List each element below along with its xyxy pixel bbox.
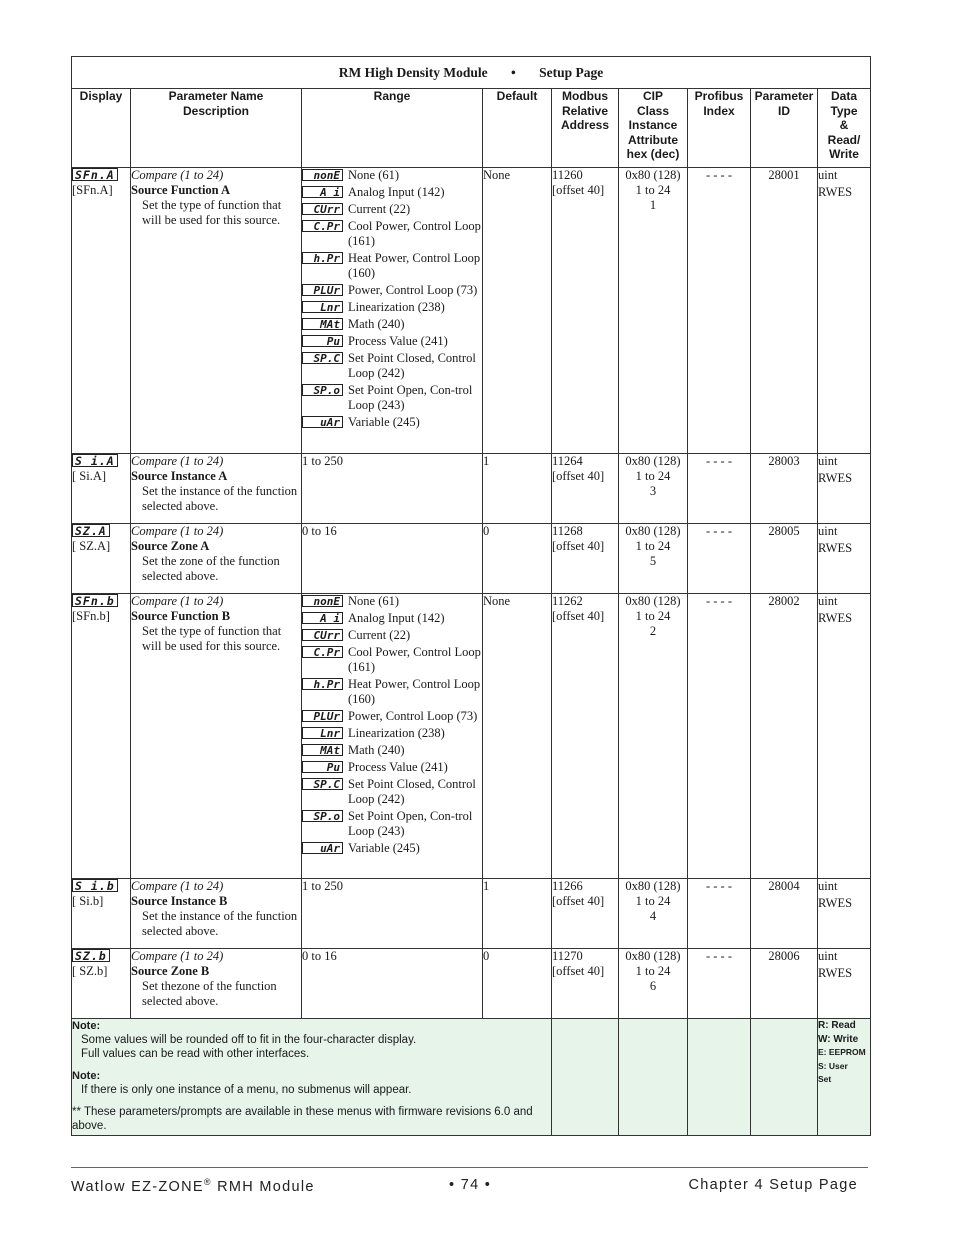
lcd-display-icon: S i.A — [72, 454, 118, 467]
range-option-label: Process Value (241) — [348, 760, 448, 774]
range-cell — [302, 594, 483, 879]
range-option — [302, 645, 482, 675]
legend-read: R: Read — [818, 1020, 856, 1031]
range-cell — [302, 879, 483, 949]
range-option — [302, 709, 482, 724]
range-option-label: Heat Power, Control Loop (160) — [348, 251, 481, 280]
range-option-label: Linearization (238) — [348, 300, 445, 314]
parameter-name: Source Zone A — [131, 539, 210, 553]
parameter-name: Source Zone B — [131, 964, 210, 978]
table-row — [72, 879, 871, 949]
lcd-code-icon: SP.o — [302, 384, 343, 396]
lcd-code-icon: uAr — [302, 842, 343, 854]
display-abbrev: [SFn.A] — [72, 183, 113, 197]
table-row — [72, 454, 871, 524]
range-option-label: Analog Input (142) — [348, 611, 445, 625]
parameter-description: Set the type of function that will be used for this source. — [142, 624, 282, 653]
range-cell — [302, 949, 483, 1019]
lcd-code-icon: CUrr — [302, 203, 343, 215]
setup-page-table-wrapper — [71, 56, 870, 1136]
parameter-id-cell: 28005 — [751, 524, 818, 594]
default-cell: None — [483, 594, 552, 879]
header-default: Default — [483, 89, 552, 168]
lcd-display-icon: S i.b — [72, 879, 118, 892]
display-cell — [72, 594, 131, 879]
modbus-cell: 11268 [offset 40] — [552, 524, 619, 594]
range-option — [302, 168, 482, 183]
cip-cell: 0x80 (128) 1 to 24 2 — [619, 594, 688, 879]
notes-empty-cip — [619, 1019, 688, 1136]
profibus-cell: - - - - — [688, 879, 751, 949]
legend-write: W: Write — [818, 1033, 859, 1045]
range-option — [302, 317, 482, 332]
lcd-display-icon: SFn.A — [72, 168, 118, 181]
cip-cell: 0x80 (128) 1 to 24 4 — [619, 879, 688, 949]
range-cell — [302, 454, 483, 524]
range-option-label: Linearization (238) — [348, 726, 445, 740]
header-row — [72, 89, 871, 168]
range-option-label: Variable (245) — [348, 415, 420, 429]
lcd-code-icon: MAt — [302, 318, 343, 330]
note-text-1a: Some values will be rounded off to fit in the four-character display. — [81, 1034, 417, 1046]
module-title: RM High Density Module — [338, 64, 488, 80]
header-parameter: Parameter Name Description — [131, 89, 302, 168]
compare-label: Compare (1 to 24) — [131, 879, 224, 893]
display-abbrev: [ SZ.b] — [72, 964, 108, 978]
profibus-cell: - - - - — [688, 594, 751, 879]
lcd-code-icon: A i — [302, 612, 343, 624]
parameter-name: Source Function A — [131, 183, 231, 197]
range-option — [302, 185, 482, 200]
parameter-name: Source Instance B — [131, 894, 228, 908]
range-option — [302, 809, 482, 839]
display-cell — [72, 454, 131, 524]
default-cell: 0 — [483, 524, 552, 594]
table-row — [72, 949, 871, 1019]
parameter-cell — [131, 524, 302, 594]
lcd-code-icon: CUrr — [302, 629, 343, 641]
display-cell — [72, 168, 131, 454]
lcd-code-icon: h.Pr — [302, 678, 343, 690]
default-cell: None — [483, 168, 552, 454]
range-option-label: Cool Power, Control Loop (161) — [348, 219, 481, 248]
parameter-name: Source Function B — [131, 609, 231, 623]
range-option-label: Current (22) — [348, 628, 411, 642]
table-row — [72, 168, 871, 454]
parameter-id-cell: 28002 — [751, 594, 818, 879]
header-range: Range — [302, 89, 483, 168]
lcd-code-icon: Lnr — [302, 301, 343, 313]
range-value: 1 to 250 — [302, 454, 343, 468]
compare-label: Compare (1 to 24) — [131, 454, 224, 468]
notes-empty-id — [751, 1019, 818, 1136]
default-cell: 1 — [483, 879, 552, 949]
range-value: 1 to 250 — [302, 879, 343, 893]
footer-product: Watlow EZ-ZONE® RMH Module — [71, 1177, 315, 1195]
modbus-cell: 11260 [offset 40] — [552, 168, 619, 454]
cip-cell: 0x80 (128) 1 to 24 3 — [619, 454, 688, 524]
range-value: 0 to 16 — [302, 524, 337, 538]
lcd-code-icon: SP.o — [302, 810, 343, 822]
note-text-1b: Full values can be read with other interfaces. — [81, 1048, 310, 1060]
display-cell — [72, 524, 131, 594]
lcd-code-icon: SP.C — [302, 778, 343, 790]
display-cell — [72, 949, 131, 1019]
note-text-2: If there is only one instance of a menu, no submenus will appear. — [81, 1084, 412, 1096]
header-cip: CIP Class Instance Attribute hex (dec) — [619, 89, 688, 168]
range-option-label: Set Point Open, Con-trol Loop (243) — [348, 383, 473, 412]
range-option — [302, 219, 482, 249]
table-title-row — [72, 57, 871, 89]
lcd-code-icon: PLUr — [302, 284, 343, 296]
lcd-code-icon: nonE — [302, 595, 343, 607]
profibus-cell: - - - - — [688, 524, 751, 594]
data-type-cell: uint RWES — [818, 524, 871, 594]
modbus-cell: 11270 [offset 40] — [552, 949, 619, 1019]
lcd-display-icon: SFn.b — [72, 594, 118, 607]
range-option-label: None (61) — [348, 168, 400, 182]
page-number: • 74 • — [449, 1177, 492, 1193]
range-option — [302, 760, 482, 775]
modbus-cell: 11262 [offset 40] — [552, 594, 619, 879]
display-abbrev: [ SZ.A] — [72, 539, 111, 553]
lcd-code-icon: uAr — [302, 416, 343, 428]
range-option — [302, 743, 482, 758]
parameter-id-cell: 28001 — [751, 168, 818, 454]
display-abbrev: [ Si.b] — [72, 894, 104, 908]
range-option-label: Set Point Closed, Control Loop (242) — [348, 777, 476, 806]
lcd-code-icon: C.Pr — [302, 646, 343, 658]
display-abbrev: [ Si.A] — [72, 469, 107, 483]
data-type-cell: uint RWES — [818, 168, 871, 454]
range-option-label: Power, Control Loop (73) — [348, 283, 478, 297]
header-data-type: Data Type & Read/ Write — [818, 89, 871, 168]
legend-eeprom: E: EEPROM — [818, 1047, 866, 1057]
note-heading-1: Note: — [72, 1020, 101, 1032]
display-cell — [72, 879, 131, 949]
lcd-code-icon: C.Pr — [302, 220, 343, 232]
lcd-code-icon: SP.C — [302, 352, 343, 364]
range-option-label: Math (240) — [348, 317, 405, 331]
range-option-label: Current (22) — [348, 202, 411, 216]
data-type-cell: uint RWES — [818, 454, 871, 524]
title-separator: • — [511, 64, 516, 80]
range-option-label: Math (240) — [348, 743, 405, 757]
compare-label: Compare (1 to 24) — [131, 949, 224, 963]
range-option — [302, 677, 482, 707]
range-option — [302, 777, 482, 807]
range-option-label: Power, Control Loop (73) — [348, 709, 478, 723]
lcd-code-icon: A i — [302, 186, 343, 198]
data-type-cell: uint RWES — [818, 949, 871, 1019]
compare-label: Compare (1 to 24) — [131, 524, 224, 538]
parameter-description: Set thezone of the function selected above. — [142, 979, 277, 1008]
range-option — [302, 351, 482, 381]
note-heading-2: Note: — [72, 1070, 101, 1082]
parameter-cell — [131, 879, 302, 949]
legend-user: S: User — [818, 1060, 848, 1071]
range-option — [302, 383, 482, 413]
lcd-display-icon: SZ.A — [72, 524, 110, 537]
range-option-label: Cool Power, Control Loop (161) — [348, 645, 481, 674]
range-option — [302, 251, 482, 281]
lcd-display-icon: SZ.b — [72, 949, 110, 962]
range-option-label: Variable (245) — [348, 841, 420, 855]
profibus-cell: - - - - — [688, 168, 751, 454]
header-modbus: Modbus Relative Address — [552, 89, 619, 168]
parameter-description: Set the type of function that will be used for this source. — [142, 198, 282, 227]
page-title: Setup Page — [539, 64, 604, 80]
range-option-label: None (61) — [348, 594, 400, 608]
notes-empty-modbus — [552, 1019, 619, 1136]
notes-row — [72, 1019, 871, 1136]
compare-label: Compare (1 to 24) — [131, 594, 224, 608]
lcd-code-icon: Pu — [302, 335, 343, 347]
compare-label: Compare (1 to 24) — [131, 168, 224, 182]
lcd-code-icon: Pu — [302, 761, 343, 773]
range-option-label: Process Value (241) — [348, 334, 448, 348]
range-option — [302, 415, 482, 430]
lcd-code-icon: nonE — [302, 169, 343, 181]
range-value: 0 to 16 — [302, 949, 337, 963]
range-option-label: Analog Input (142) — [348, 185, 445, 199]
profibus-cell: - - - - — [688, 454, 751, 524]
parameter-rows — [72, 168, 871, 1019]
lcd-code-icon: h.Pr — [302, 252, 343, 264]
note-text-3: ** These parameters/prompts are available in these menus with firmware revisions 6.0 and above. — [72, 1106, 533, 1132]
notes-empty-profibus — [688, 1019, 751, 1136]
parameter-description: Set the instance of the function selected above. — [142, 484, 298, 513]
modbus-cell: 11264 [offset 40] — [552, 454, 619, 524]
footer-chapter: Chapter 4 Setup Page — [688, 1177, 858, 1193]
lcd-code-icon: PLUr — [302, 710, 343, 722]
data-type-cell: uint RWES — [818, 594, 871, 879]
table-row — [72, 594, 871, 879]
parameter-id-cell: 28004 — [751, 879, 818, 949]
cip-cell: 0x80 (128) 1 to 24 5 — [619, 524, 688, 594]
range-option — [302, 300, 482, 315]
range-option — [302, 611, 482, 626]
range-cell — [302, 168, 483, 454]
range-option — [302, 283, 482, 298]
table-title — [72, 57, 871, 89]
parameter-name: Source Instance A — [131, 469, 228, 483]
range-option-label: Heat Power, Control Loop (160) — [348, 677, 481, 706]
parameter-description: Set the zone of the function selected above. — [142, 554, 280, 583]
profibus-cell: - - - - — [688, 949, 751, 1019]
parameter-id-cell: 28006 — [751, 949, 818, 1019]
data-type-cell: uint RWES — [818, 879, 871, 949]
parameter-cell — [131, 454, 302, 524]
modbus-cell: 11266 [offset 40] — [552, 879, 619, 949]
display-abbrev: [SFn.b] — [72, 609, 110, 623]
notes-cell — [72, 1019, 552, 1136]
default-cell: 1 — [483, 454, 552, 524]
range-option — [302, 726, 482, 741]
header-profibus: Profibus Index — [688, 89, 751, 168]
parameter-cell — [131, 949, 302, 1019]
default-cell: 0 — [483, 949, 552, 1019]
range-option-label: Set Point Closed, Control Loop (242) — [348, 351, 476, 380]
range-option — [302, 841, 482, 856]
cip-cell: 0x80 (128) 1 to 24 6 — [619, 949, 688, 1019]
parameter-cell — [131, 594, 302, 879]
range-cell — [302, 524, 483, 594]
header-display: Display — [72, 89, 131, 168]
table-row — [72, 524, 871, 594]
rw-legend — [818, 1019, 871, 1136]
legend-set: Set — [818, 1074, 832, 1084]
range-option — [302, 594, 482, 609]
setup-parameter-table — [71, 56, 871, 1136]
lcd-code-icon: Lnr — [302, 727, 343, 739]
range-option — [302, 202, 482, 217]
cip-cell: 0x80 (128) 1 to 24 1 — [619, 168, 688, 454]
parameter-cell — [131, 168, 302, 454]
parameter-description: Set the instance of the function selected above. — [142, 909, 298, 938]
range-option — [302, 334, 482, 349]
page-footer — [71, 1167, 868, 1195]
lcd-code-icon: MAt — [302, 744, 343, 756]
parameter-id-cell: 28003 — [751, 454, 818, 524]
range-option-label: Set Point Open, Con-trol Loop (243) — [348, 809, 473, 838]
range-option — [302, 628, 482, 643]
header-parameter-id: Parameter ID — [751, 89, 818, 168]
